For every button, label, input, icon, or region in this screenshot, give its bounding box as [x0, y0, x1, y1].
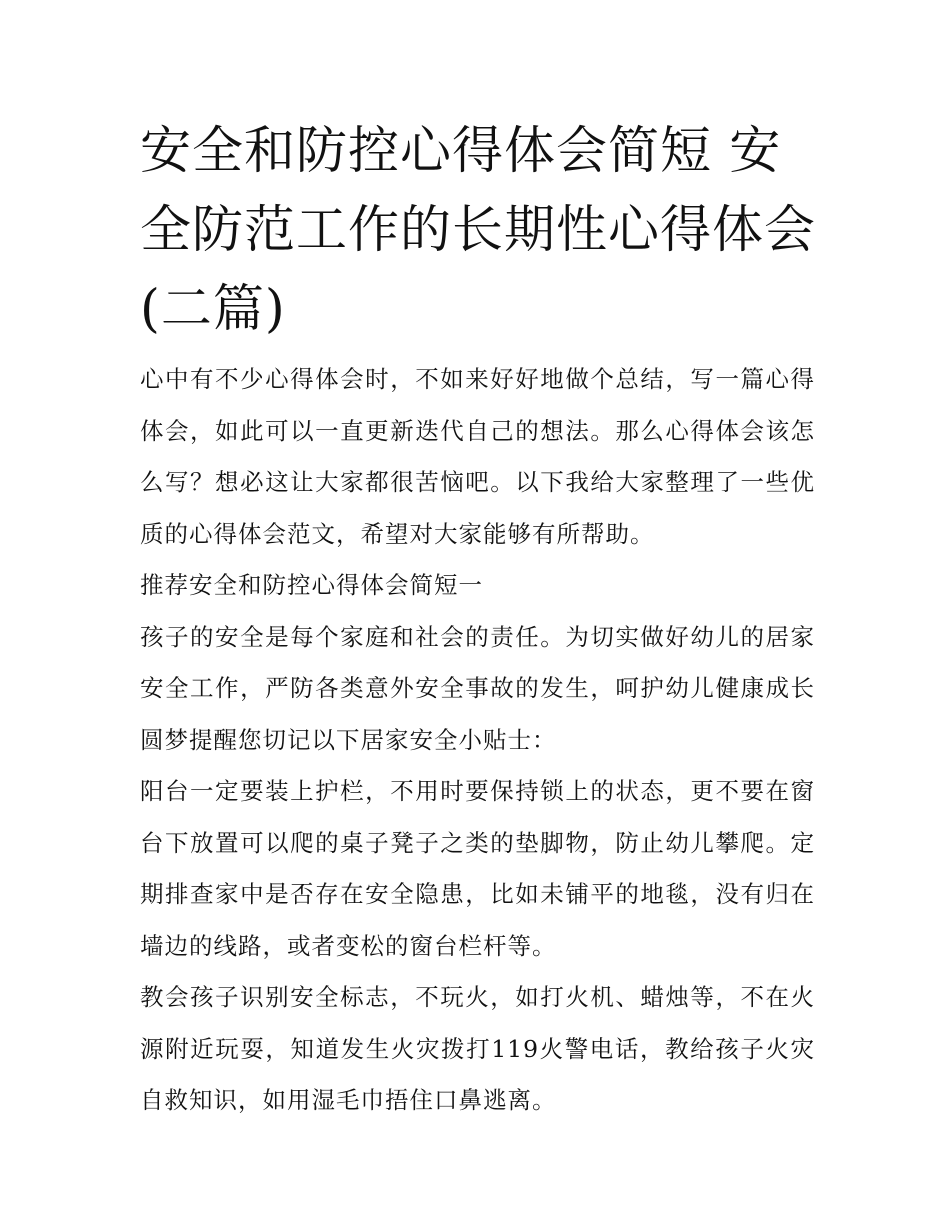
intro-paragraph: 心中有不少心得体会时，不如来好好地做个总结，写一篇心得体会，如此可以一直更新迭代自己的想法。那么心得体会该怎么写？想必这让大家都很苦恼吧。以下我给大家整理了一些优质的心得体会范文，希望对大家能够有所帮助。	[140, 365, 815, 548]
section-heading: 推荐安全和防控心得体会简短一	[140, 571, 483, 599]
document-body	[140, 354, 815, 1127]
body-paragraph: 教会孩子识别安全标志，不玩火，如打火机、蜡烛等，不在火源附近玩耍，知道发生火灾拨打119火警电话，教给孩子火灾自救知识，如用湿毛巾捂住口鼻逃离。	[140, 983, 815, 1114]
body-paragraph: 阳台一定要装上护栏，不用时要保持锁上的状态，更不要在窗台下放置可以爬的桌子凳子之类的垫脚物，防止幼儿攀爬。定期排查家中是否存在安全隐患，比如未铺平的地毯，没有归在墙边的线路，或者变松的窗台栏杆等。	[140, 777, 815, 960]
document-title: 安全和防控心得体会简短 安全防范工作的长期性心得体会(二篇)	[140, 122, 817, 339]
body-paragraph: 孩子的安全是每个家庭和社会的责任。为切实做好幼儿的居家安全工作，严防各类意外安全事故的发生，呵护幼儿健康成长圆梦提醒您切记以下居家安全小贴士：	[140, 622, 815, 754]
